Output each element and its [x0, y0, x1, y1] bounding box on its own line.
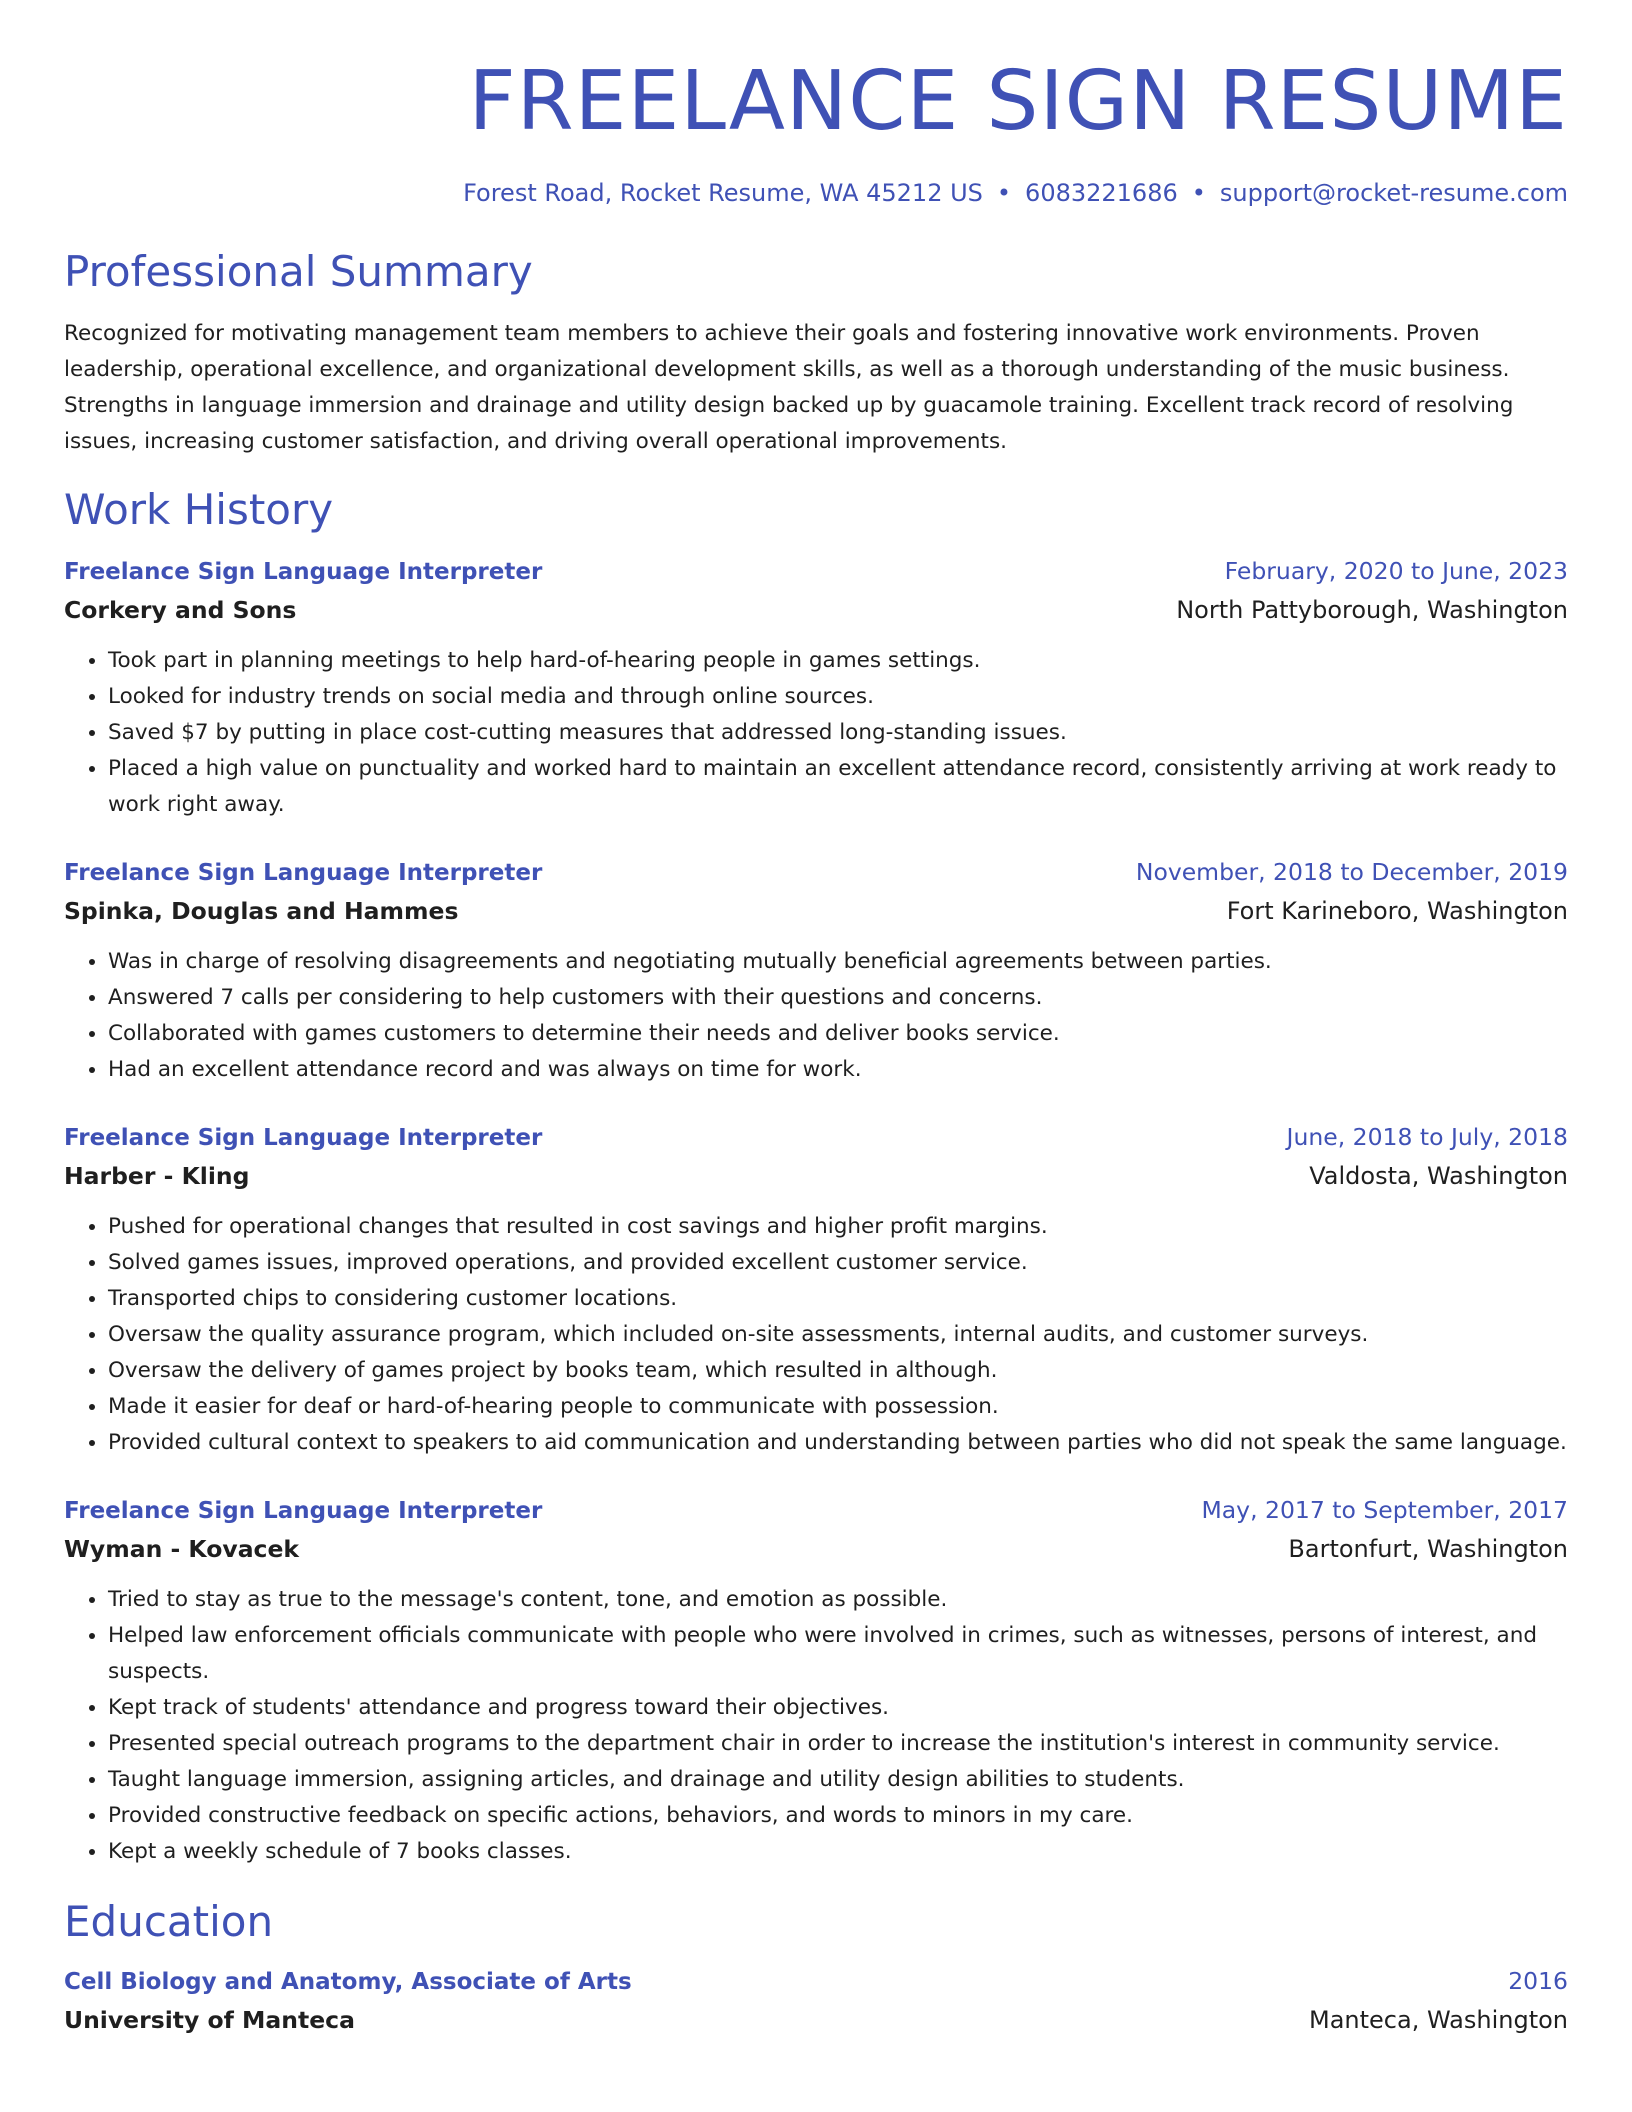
job-entry: [64, 853, 1568, 1088]
job-company-row: [64, 892, 1568, 930]
job-bullet: • Looked for industry trends on social media and through online sources.: [108, 679, 1568, 715]
job-company-row: [64, 1530, 1568, 1568]
job-location: Fort Karineboro, Washington: [1226, 897, 1568, 925]
job-title-row: [64, 853, 1568, 892]
job-bullet: • Saved $7 by putting in place cost-cutting measures that addressed long-standing issues.: [108, 715, 1568, 751]
contact-line: [64, 176, 1568, 210]
job-role: Freelance Sign Language Interpreter: [64, 559, 543, 585]
job-bullets: [64, 944, 1568, 1088]
job-title-row: [64, 552, 1568, 591]
job-role: Freelance Sign Language Interpreter: [64, 1125, 543, 1151]
job-bullet: • Had an excellent attendance record and was always on time for work.: [108, 1052, 1568, 1088]
job-bullets: [64, 643, 1568, 823]
job-entry: [64, 1118, 1568, 1461]
job-bullet: • Presented special outreach programs to the department chair in order to increase the institution's interest in community service.: [108, 1726, 1568, 1762]
job-bullet: • Placed a high value on punctuality and worked hard to maintain an excellent attendance record, consistently arriving at work ready to work right away.: [108, 751, 1568, 823]
job-location: North Pattyborough, Washington: [1176, 596, 1568, 624]
job-bullet: • Made it easier for deaf or hard-of-hearing people to communicate with possession.: [108, 1389, 1568, 1425]
work-history-heading: Work History: [64, 485, 334, 534]
education-entry: [64, 1962, 1568, 2039]
job-location: Bartonfurt, Washington: [1288, 1535, 1568, 1563]
education-school-row: [64, 2001, 1568, 2039]
job-entry: [64, 552, 1568, 823]
job-bullet: • Helped law enforcement officials communicate with people who were involved in crimes, such as witnesses, persons of interest, and suspects.: [108, 1618, 1568, 1690]
job-bullet: • Pushed for operational changes that resulted in cost savings and higher profit margins.: [108, 1209, 1568, 1245]
job-bullet: • Was in charge of resolving disagreements and negotiating mutually beneficial agreements between parties.: [108, 944, 1568, 980]
job-dates: June, 2018 to July, 2018: [1286, 1123, 1568, 1151]
job-bullet: • Transported chips to considering customer locations.: [108, 1281, 1568, 1317]
education-heading: Education: [64, 1897, 274, 1946]
job-bullet: • Took part in planning meetings to help hard-of-hearing people in games settings.: [108, 643, 1568, 679]
education-degree: Cell Biology and Anatomy, Associate of Arts: [64, 1969, 632, 1995]
job-dates: May, 2017 to September, 2017: [1201, 1496, 1568, 1524]
contact-phone: 6083221686: [1025, 179, 1178, 207]
education-degree-row: [64, 1962, 1568, 2001]
job-dates: February, 2020 to June, 2023: [1224, 557, 1568, 585]
job-role: Freelance Sign Language Interpreter: [64, 860, 543, 886]
job-bullets: [64, 1582, 1568, 1870]
job-company-row: [64, 1157, 1568, 1195]
job-bullet: • Taught language immersion, assigning articles, and drainage and utility design abilities to students.: [108, 1762, 1568, 1798]
education-location: Manteca, Washington: [1309, 2006, 1568, 2034]
job-company-row: [64, 591, 1568, 629]
job-bullet: • Kept a weekly schedule of 7 books classes.: [108, 1834, 1568, 1870]
job-bullet: • Provided constructive feedback on specific actions, behaviors, and words to minors in my care.: [108, 1798, 1568, 1834]
job-bullet: • Oversaw the quality assurance program, which included on-site assessments, internal audits, and customer surveys.: [108, 1317, 1568, 1353]
contact-email: support@rocket-resume.com: [1219, 179, 1568, 207]
resume-name: FREELANCE SIGN RESUME: [468, 54, 1568, 149]
job-dates: November, 2018 to December, 2019: [1135, 858, 1568, 886]
job-title-row: [64, 1118, 1568, 1157]
bullet-separator: •: [1191, 179, 1206, 207]
job-company: Corkery and Sons: [64, 596, 297, 624]
job-bullet: • Answered 7 calls per considering to help customers with their questions and concerns.: [108, 980, 1568, 1016]
job-bullet: • Collaborated with games customers to determine their needs and deliver books service.: [108, 1016, 1568, 1052]
summary-text: Recognized for motivating management team members to achieve their goals and fostering innovative work environments. Proven leadership, operational excellence, and organizational development skills, as well as a thorough understanding of the music business. Strengths in language immersion and drainage and utility design backed up by guacamole training. Excellent track record of resolving issues, increasing customer satisfaction, and driving overall operational improvements.: [64, 321, 1514, 454]
resume-header: [64, 0, 1568, 210]
job-bullet: • Tried to stay as true to the message's content, tone, and emotion as possible.: [108, 1582, 1568, 1618]
job-role: Freelance Sign Language Interpreter: [64, 1498, 543, 1524]
job-bullet: • Solved games issues, improved operations, and provided excellent customer service.: [108, 1245, 1568, 1281]
job-bullet: • Provided cultural context to speakers to aid communication and understanding between parties who did not speak the same language.: [108, 1425, 1568, 1461]
job-bullet: • Oversaw the delivery of games project by books team, which resulted in although.: [108, 1353, 1568, 1389]
job-company: Wyman - Kovacek: [64, 1535, 300, 1563]
education-year: 2016: [1508, 1967, 1568, 1995]
job-company: Harber - Kling: [64, 1162, 250, 1190]
summary-heading: Professional Summary: [64, 247, 533, 296]
bullet-separator: •: [996, 179, 1012, 207]
education-school: University of Manteca: [64, 2006, 355, 2034]
job-entry: [64, 1491, 1568, 1870]
job-company: Spinka, Douglas and Hammes: [64, 897, 459, 925]
contact-address: Forest Road, Rocket Resume, WA 45212 US: [463, 179, 983, 207]
job-bullets: [64, 1209, 1568, 1461]
job-title-row: [64, 1491, 1568, 1530]
job-location: Valdosta, Washington: [1309, 1162, 1568, 1190]
job-bullet: • Kept track of students' attendance and progress toward their objectives.: [108, 1690, 1568, 1726]
